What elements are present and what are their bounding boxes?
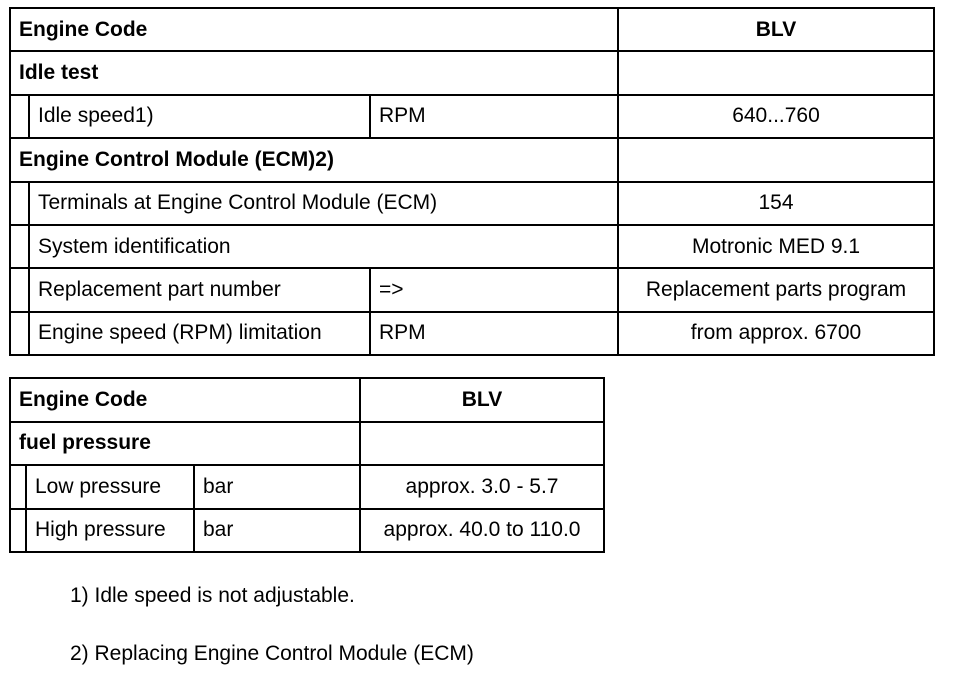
section-row-idle-test [10, 51, 934, 94]
row-indent [10, 268, 29, 311]
row-indent [10, 312, 29, 355]
row-indent [10, 509, 26, 553]
table-row [10, 182, 934, 225]
row-unit: => [370, 268, 618, 311]
section-value-empty [618, 51, 934, 94]
row-unit: bar [194, 465, 360, 509]
footnote-ecm-replacement: 2) Replacing Engine Control Module (ECM) [70, 642, 474, 665]
row-indent [10, 95, 29, 138]
row-value: 154 [618, 182, 934, 225]
engine-code-label: Engine Code [10, 378, 360, 422]
engine-code-label: Engine Code [10, 8, 618, 51]
table-header-row [10, 378, 604, 422]
fuel-pressure-table [9, 377, 605, 553]
row-value: 640...760 [618, 95, 934, 138]
table-row [10, 225, 934, 268]
section-row-fuel-pressure [10, 422, 604, 466]
row-label: Engine speed (RPM) limitation [29, 312, 370, 355]
table-row [10, 95, 934, 138]
table-row [10, 312, 934, 355]
engine-code-value: BLV [360, 378, 604, 422]
row-label: System identification [29, 225, 618, 268]
row-indent [10, 182, 29, 225]
row-label: Terminals at Engine Control Module (ECM) [29, 182, 618, 225]
row-value: Replacement parts program [618, 268, 934, 311]
section-title: Idle test [10, 51, 618, 94]
row-label: Low pressure [26, 465, 194, 509]
row-indent [10, 225, 29, 268]
row-unit: RPM [370, 312, 618, 355]
row-value: approx. 3.0 - 5.7 [360, 465, 604, 509]
section-title: fuel pressure [10, 422, 360, 466]
section-value-empty [360, 422, 604, 466]
row-label: Idle speed1) [29, 95, 370, 138]
table-row [10, 465, 604, 509]
row-value: Motronic MED 9.1 [618, 225, 934, 268]
row-label: High pressure [26, 509, 194, 553]
row-indent [10, 465, 26, 509]
table-row [10, 268, 934, 311]
row-unit: RPM [370, 95, 618, 138]
engine-code-value: BLV [618, 8, 934, 51]
row-value: from approx. 6700 [618, 312, 934, 355]
footnote-idle-speed: 1) Idle speed is not adjustable. [70, 584, 355, 607]
section-value-empty [618, 138, 934, 181]
section-title: Engine Control Module (ECM)2) [10, 138, 618, 181]
row-unit: bar [194, 509, 360, 553]
table-row [10, 509, 604, 553]
row-value: approx. 40.0 to 110.0 [360, 509, 604, 553]
engine-spec-table [9, 7, 935, 356]
table-header-row [10, 8, 934, 51]
row-label: Replacement part number [29, 268, 370, 311]
section-row-ecm [10, 138, 934, 181]
